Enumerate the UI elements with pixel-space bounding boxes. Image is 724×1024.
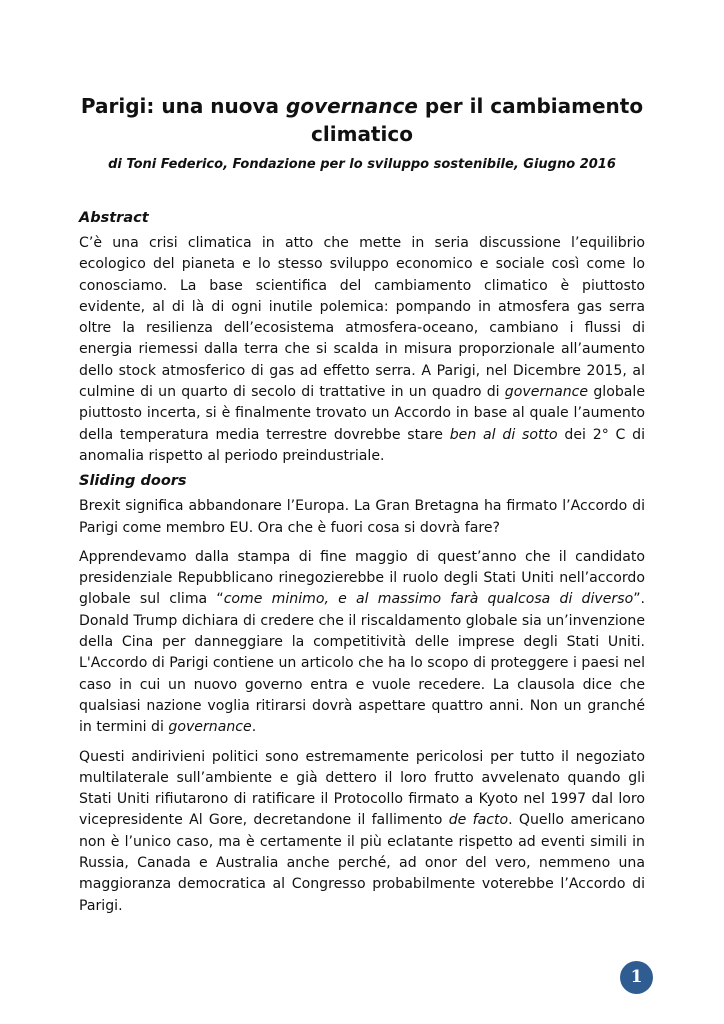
sliding-doors-heading: Sliding doors <box>79 473 187 490</box>
abstract-heading: Abstract <box>79 210 149 226</box>
sliding-doors-paragraph-1: Brexit significa abbandonare l’Europa. La Gran Bretagna ha firmato l’Accordo di Parigi come membro EU. Ora che è fuori cosa si dovrà fare? <box>79 498 645 536</box>
emphasis-run: ben al di sotto <box>449 426 558 443</box>
document-title <box>79 92 645 148</box>
text-run: C’è una crisi climatica in atto che mette in seria discussione l’equilibrio ecologico del pianeta e lo stesso sviluppo economico e sociale così come lo conosciamo. La base scientifica del cambiamento climatico è piuttosto evidente, al di là di ogni inutile polemica: pompando in atmosfera gas serra oltre la resilienza dell’ecosistema atmosfera-oceano, cambiano i flussi di energia riemessi dalla terra che si scalda in misura proporzionale all’aumento dello stock atmosferico di gas ad effetto serra. A Parigi, nel Dicembre 2015, al culmine di un quarto di secolo di trattative in un quadro di <box>79 235 645 401</box>
title-suffix: per il cambiamento climatico <box>311 94 644 146</box>
emphasis-run: come minimo, e al massimo farà qualcosa di diverso <box>223 591 634 608</box>
emphasis-run: de facto <box>448 812 509 829</box>
title-prefix: Parigi: una nuova <box>80 94 287 118</box>
page-number-badge: 1 <box>620 961 653 994</box>
text-run: Apprendevamo dalla stampa di fine maggio di quest’anno che il candidato presidenziale Repubblicano rinegozierebbe il ruolo degli Stati Uniti nell’accordo globale sul clima “ <box>79 548 645 608</box>
sliding-doors-paragraph-2 <box>79 547 645 739</box>
text-run: ”. Donald Trump dichiara di credere che il riscaldamento globale sia un’invenzione della Cina per danneggiare la competitività delle imprese degli Stati Uniti. L'Accordo di Parigi contiene un articolo che ha lo scopo di proteggere i paesi nel caso in cui un nuovo governo entra e vuole recedere. La clausola dice che qualsiasi nazione voglia ritirarsi dovrà aspettare quattro anni. Non un granché in termini di <box>79 591 645 736</box>
document-page <box>79 92 645 917</box>
abstract-paragraph <box>79 233 645 467</box>
text-run: globale piuttosto incerta, si è finalmente trovato un Accordo in base al quale l’aumento della temperatura media terrestre dovrebbe stare <box>79 384 645 443</box>
text-run: . Quello americano non è l’unico caso, ma è certamente il più eclatante rispetto ad eventi simili in Russia, Canada e Australia anche perché, ad onor del vero, nemmeno una maggioranza democratica al Congresso probabilmente voterebbe l’Accordo di Parigi. <box>79 812 646 914</box>
byline: di Toni Federico, Fondazione per lo sviluppo sostenibile, Giugno 2016 <box>108 157 616 172</box>
emphasis-run: governance <box>504 384 589 401</box>
text-run: Questi andirivieni politici sono estremamente pericolosi per tutto il negoziato multilaterale sull’ambiente e già dettero il loro frutto avvelenato quando gli Stati Uniti rifiutarono di ratificare il Protocollo firmato a Kyoto nel 1997 dal loro vicepresidente Al Gore, decretandone il fallimento <box>79 748 645 829</box>
text-run: dei 2° C di anomalia rispetto al periodo preindustriale. <box>79 426 646 464</box>
sliding-doors-paragraph-3 <box>79 747 645 917</box>
emphasis-run: governance <box>168 719 252 736</box>
text-run: . <box>251 719 257 736</box>
title-emphasis: governance <box>286 94 418 118</box>
